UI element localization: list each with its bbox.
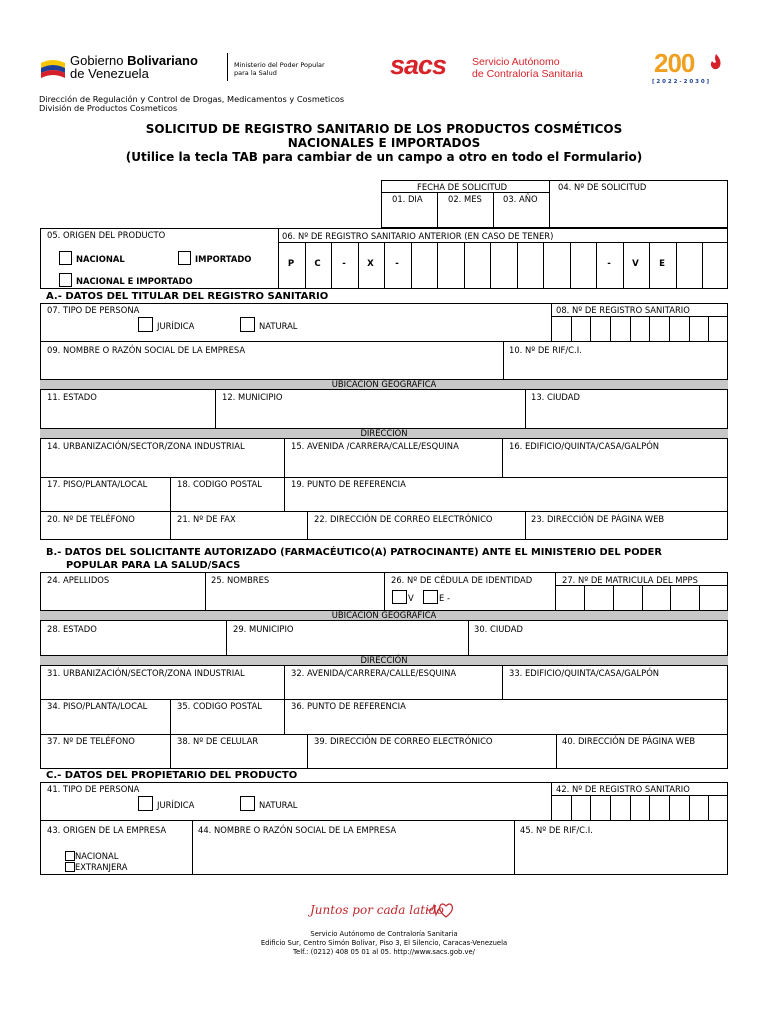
registro-anterior-cell[interactable]: C [314,259,321,269]
a-correo-field[interactable]: 22. DIRECCIÓN DE CORREO ELECTRÓNICO [314,514,493,524]
b-telefono-field[interactable]: 37. Nº DE TELÉFONO [47,736,135,746]
gov-line1-b: Bolivariano [127,53,198,68]
gov-line2: de Venezuela [70,66,149,81]
a-telefono-field[interactable]: 20. Nº DE TELÉFONO [47,514,135,524]
a-fax-field[interactable]: 21. Nº DE FAX [177,514,236,524]
a-registro-cell[interactable] [708,316,709,341]
registro-anterior-cell[interactable]: - [395,259,399,269]
b-nombres-field[interactable]: 25. NOMBRES [211,575,270,585]
a-urbanizacion-field[interactable]: 14. URBANIZACIÓN/SECTOR/ZONA INDUSTRIAL [47,441,245,451]
c-registro-cell[interactable] [669,795,670,820]
b-referencia-field[interactable]: 36. PUNTO DE REFERENCIA [291,701,406,711]
ministry-line2: para la Salud [234,69,277,77]
gov-line1-a: Gobierno [70,53,128,68]
mes-field[interactable]: 02. MES [448,194,482,204]
direction-line1: Dirección de Regulación y Control de Drogas, Medicamentos y Cosmeticos [39,94,345,104]
a-web-field[interactable]: 23. DIRECCIÓN DE PÁGINA WEB [531,514,665,524]
nacional-label: NACIONAL [76,254,125,264]
b-apellidos-field[interactable]: 24. APELLIDOS [47,575,110,585]
c-rif-field[interactable]: 45. Nº DE RIF/C.I. [520,825,593,835]
direction-line2: División de Productos Cosmeticos [39,103,178,113]
b-e-checkbox[interactable] [423,590,438,604]
footer-line1: Servicio Autónomo de Contraloría Sanitaria [310,930,458,938]
c-registro-cell[interactable] [649,795,650,820]
b-e-label: E - [439,593,450,603]
registro-anterior-cell[interactable]: - [607,259,611,269]
flame-icon [706,52,726,72]
a-municipio-field[interactable]: 12. MUNICIPIO [222,392,283,402]
registro-anterior-cell[interactable]: X [367,259,374,269]
a-registro-cell[interactable] [689,316,690,341]
a-referencia-field[interactable]: 19. PUNTO DE REFERENCIA [291,479,406,489]
slogan-text: Juntos por cada latido [310,903,444,917]
c-nacional-checkbox[interactable] [65,851,75,861]
c-registro-cell[interactable] [630,795,631,820]
b-v-label: V [408,593,414,603]
a-juridica-checkbox[interactable] [138,317,153,332]
footer-line2: Edificio Sur, Centro Simón Bolívar, Piso 3, El Silencio, Caracas-Venezuela [260,939,508,947]
anio-field[interactable]: 03. AÑO [503,194,538,204]
c-registro-cell[interactable] [610,795,611,820]
c-registro-cell[interactable] [708,795,709,820]
c-nombre-empresa-field[interactable]: 44. NOMBRE O RAZÓN SOCIAL DE LA EMPRESA [198,825,397,835]
section-a-block [40,303,728,540]
a-registro-cell[interactable] [590,316,591,341]
a-ubicacion-band: UBICACION GEOGRAFICA [40,379,728,390]
b-matricula-cell[interactable] [642,585,643,610]
b-v-checkbox[interactable] [392,590,407,604]
importado-checkbox[interactable] [178,251,191,265]
b-ubicacion-band: UBICACION GEOGRAFICA [40,610,728,621]
c-nro-registro-label: 42. Nº DE REGISTRO SANITARIO [556,784,690,794]
b-edificio-field[interactable]: 33. EDIFICIO/QUINTA/CASA/GALPÓN [509,668,660,678]
importado-label: IMPORTADO [195,254,252,264]
b-matricula-cell[interactable] [613,585,614,610]
c-tipo-persona-label: 41. TIPO DE PERSONA [47,784,140,794]
registro-anterior-cell[interactable]: P [287,259,295,269]
fecha-label: FECHA DE SOLICITUD [417,182,508,192]
b-celular-field[interactable]: 38. Nº DE CELULAR [177,736,259,746]
ministry-line1: Ministerio del Poder Popular [234,61,325,69]
a-tipo-persona-label: 07. TIPO DE PERSONA [47,305,140,315]
sacs-name-line1: Servicio Autónomo [472,56,560,68]
a-direccion-band: DIRECCION [40,428,728,439]
a-registro-cell[interactable] [669,316,670,341]
c-registro-cell[interactable] [571,795,572,820]
a-registro-cell[interactable] [649,316,650,341]
c-juridica-label: JURÍDICA [157,800,195,810]
nacional-checkbox[interactable] [59,251,72,265]
c-nacional-label: NACIONAL [75,851,119,861]
c-natural-checkbox[interactable] [240,796,255,811]
a-postal-field[interactable]: 18. CODIGO POSTAL [177,479,262,489]
b-cedula-label: 26. Nº DE CÉDULA DE IDENTIDAD [391,575,533,585]
b-correo-field[interactable]: 39. DIRECCIÓN DE CORREO ELECTRÓNICO [314,736,493,746]
a-registro-cell[interactable] [571,316,572,341]
section-b-title-line1: B.- DATOS DEL SOLICITANTE AUTORIZADO (FARMACÉUTICO(A) PATROCINANTE) ANTE EL MINISTERIO DEL PODER [46,547,662,558]
a-piso-field[interactable]: 17. PISO/PLANTA/LOCAL [47,479,148,489]
footer-slogan [308,900,458,922]
b-urbanizacion-field[interactable]: 31. URBANIZACIÓN/SECTOR/ZONA INDUSTRIAL [47,668,245,678]
dia-field[interactable]: 01. DIA [392,194,423,204]
b-matricula-cell[interactable] [699,585,700,610]
section-a-title: A.- DATOS DEL TITULAR DEL REGISTRO SANITARIO [46,291,329,302]
b-postal-field[interactable]: 35. CODIGO POSTAL [177,701,262,711]
registro-anterior-cell[interactable]: E [659,259,665,269]
a-ciudad-field[interactable]: 13. CIUDAD [531,392,580,402]
title-line1: SOLICITUD DE REGISTRO SANITARIO DE LOS PRODUCTOS COSMÉTICOS [145,122,623,136]
footer-line3: Telf.: (0212) 408 05 01 al 05. http://www.sacs.gob.ve/ [293,948,475,956]
c-registro-cell[interactable] [689,795,690,820]
a-estado-field[interactable]: 11. ESTADO [47,392,97,402]
a-natural-checkbox[interactable] [240,317,255,332]
section-b-title-line2: POPULAR PARA LA SALUD/SACS [66,560,241,571]
nro-solicitud-field[interactable]: 04. Nº DE SOLICITUD [558,182,647,192]
origen-label: 05. ORIGEN DEL PRODUCTO [47,230,166,240]
title-line2: NACIONALES E IMPORTADOS [287,136,481,150]
c-juridica-checkbox[interactable] [138,796,153,811]
b-matricula-cell[interactable] [584,585,585,610]
venezuela-flag-icon [40,57,66,81]
gobierno-logo [40,53,340,83]
a-rif-field[interactable]: 10. Nº DE RIF/C.I. [509,345,582,355]
c-registro-cell[interactable] [590,795,591,820]
c-origen-empresa-label: 43. ORIGEN DE LA EMPRESA [47,825,167,835]
b-piso-field[interactable]: 34. PISO/PLANTA/LOCAL [47,701,148,711]
b-avenida-field[interactable]: 32. AVENIDA/CARRERA/CALLE/ESQUINA [291,668,457,678]
section-c-title: C.- DATOS DEL PROPIETARIO DEL PRODUCTO [46,770,298,781]
c-extranjera-label: EXTRANJERA [75,862,128,872]
sacs-logo-text: sacs [390,50,447,80]
a-avenida-field[interactable]: 15. AVENIDA /CARRERA/CALLE/ESQUINA [291,441,459,451]
b-matricula-cell[interactable] [670,585,671,610]
nacional-importado-checkbox[interactable] [59,273,72,287]
b-matricula-label: 27. Nº DE MATRICULA DEL MPPS [562,575,698,585]
b-direccion-band: DIRECCIÓN [40,655,728,666]
c-natural-label: NATURAL [259,800,298,810]
a-nombre-empresa-field[interactable]: 09. NOMBRE O RAZÓN SOCIAL DE LA EMPRESA [47,345,246,355]
b-ciudad-field[interactable]: 30. CIUDAD [474,624,523,634]
b-estado-field[interactable]: 28. ESTADO [47,624,97,634]
form-title [0,122,768,164]
sacs-logo [390,52,610,82]
nac-imp-label: NACIONAL E IMPORTADO [76,276,193,286]
sacs-name-line2: de Contraloría Sanitaria [472,68,583,80]
a-registro-cell[interactable] [610,316,611,341]
a-nro-registro-label: 08. Nº DE REGISTRO SANITARIO [556,305,690,315]
heartbeat-heart-icon [426,900,454,920]
registro-anterior-cell[interactable]: - [342,259,346,269]
b-municipio-field[interactable]: 29. MUNICIPIO [233,624,294,634]
bicentennial-logo [650,48,730,90]
b-web-field[interactable]: 40. DIRECCIÓN DE PÁGINA WEB [562,736,696,746]
a-edificio-field[interactable]: 16. EDIFICIO/QUINTA/CASA/GALPÓN [509,441,660,451]
registro-anterior-label: 06. Nº DE REGISTRO SANITARIO ANTERIOR (EN CASO DE TENER) [282,231,554,241]
anniv-years: [ 2 0 2 2 - 2 0 3 0 ] [652,79,710,85]
c-extranjera-checkbox[interactable] [65,862,75,872]
a-registro-cell[interactable] [630,316,631,341]
anniv-number: 200 [654,48,695,78]
title-line3: (Utilice la tecla TAB para cambiar de un campo a otro en todo el Formulario) [125,150,643,164]
registro-anterior-cell[interactable]: V [632,259,639,269]
a-juridica-label: JURÍDICA [157,321,195,331]
a-natural-label: NATURAL [259,321,298,331]
